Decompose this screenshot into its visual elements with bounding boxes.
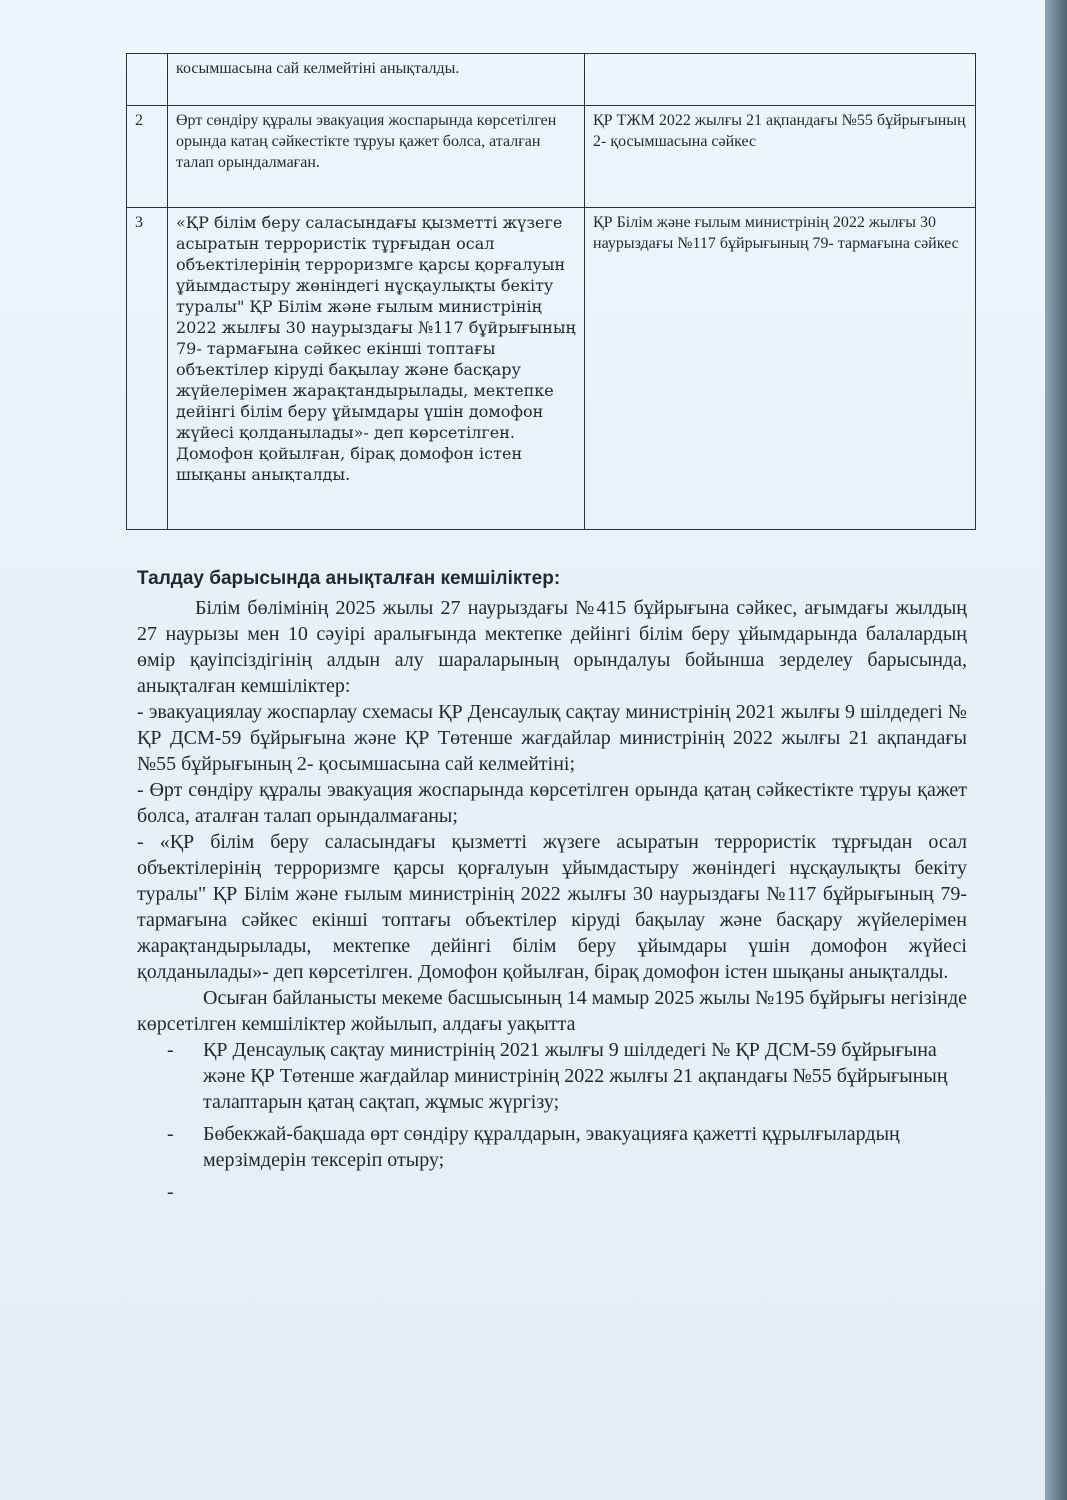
list-item: [137, 1121, 967, 1173]
conclusion-paragraph: Осыған байланысты мекеме басшысының 14 мамыр 2025 жылы №195 бұйрығы негізінде көрсетілген кемшіліктер жойылып, алдағы уақытта: [137, 987, 967, 1035]
finding-item: - эвакуациялау жоспарлау схемасы ҚР Денсаулық сақтау министрінің 2021 жылғы 9 шілдедегі № ҚР ДСМ-59 бұйрығына және ҚР Төтенше жағдайлар министрінің 2022 жылғы 21 ақпандағы №55 бұйрығының 2- қосымшасына сай келмейтіні;: [137, 701, 967, 775]
findings-section: [137, 566, 967, 1203]
legal-basis: ҚР ТЖМ 2022 жылғы 21 ақпандағы №55 бұйрығының 2- қосымшасына сәйкес: [585, 106, 976, 208]
table-row: [127, 106, 976, 208]
section-heading: Талдау барысында анықталған кемшіліктер:: [137, 568, 561, 589]
legal-basis: ҚР Білім және ғылым министрінің 2022 жылғы 30 наурыздағы №117 бұйрығының 79- тармағына сәйкес: [585, 208, 976, 530]
finding-item: - «ҚР білім беру саласындағы қызметті жүзеге асыратын террористік тұрғыдан осал объектілерінің терроризмге қарсы қорғалуын ұйымдастыру жөніндегі нұсқаулықты бекіту туралы" ҚР Білім және ғылым министрінің 2022 жылғы 30 наурыздағы №117 бұйрығының 79- тармағына сәйкес екінші топтағы объектілер кіруді бақылау және басқару жүйелерімен жарақтандырылады, мектепке дейінгі білім беру ұйымдары үшін домофон жүйесі қолданылады»- деп көрсетілген. Домофон қойылған, бірақ домофон істен шықаны анықталды.: [137, 831, 967, 983]
bullet-dash: -: [167, 1039, 174, 1061]
page-edge: [1045, 0, 1067, 1500]
finding-description: «ҚР білім беру саласындағы қызметті жүзеге асыратын террористік тұрғыдан осал объектілерінің терроризмге қарсы қорғалуын ұйымдастыру жөніндегі нұсқаулықты бекіту туралы" ҚР Білім және ғылым министрінің 2022 жылғы 30 наурыздағы №117 бұйрығының 79- тармағына сәйкес екінші топтағы объектілер кіруді бақылау және басқару жүйелерімен жарақтандырылады, мектепке дейінгі білім беру ұйымдары үшін домофон жүйесі қолданылады»- деп көрсетілген. Домофон қойылған, бірақ домофон істен шықаны анықталды.: [168, 208, 585, 530]
list-item: [137, 1037, 967, 1115]
row-number: [127, 54, 168, 106]
table-row: [127, 208, 976, 530]
finding-description: Өрт сөндіру құралы эвакуация жоспарында көрсетілген орында катаң сәйкестікте тұруы қажет болса, аталған талап орындалмаған.: [168, 106, 585, 208]
action-list: [137, 1037, 967, 1203]
finding-description: косымшасына сай келмейтіні анықталды.: [168, 54, 585, 106]
bullet-dash: -: [167, 1181, 174, 1203]
row-number: 3: [127, 208, 168, 530]
intro-paragraph: Білім бөлімінің 2025 жылы 27 наурыздағы №415 бұйрығына сәйкес, ағымдағы жылдың 27 наурызы мен 10 сәуірі аралығында мектепке дейінгі білім беру ұйымдарында балалардың өмір қауіпсіздігінің алдын алу шараларының орындалуы бойынша зерделеу барысында, анықталған кемшіліктер:: [137, 597, 967, 697]
row-number: 2: [127, 106, 168, 208]
finding-item: - Өрт сөндіру құралы эвакуация жоспарында көрсетілген орында қатаң сәйкестікте тұруы қажет болса, аталған талап орындалмағаны;: [137, 779, 967, 827]
findings-table: [126, 53, 976, 530]
bullet-dash: -: [167, 1123, 174, 1145]
list-item-text: ҚР Денсаулық сақтау министрінің 2021 жылғы 9 шілдедегі № ҚР ДСМ-59 бұйрығына және ҚР Төтенше жағдайлар министрінің 2022 жылғы 21 ақпандағы №55 бұйрығының талаптарын қатаң сақтап, жұмыс жүргізу;: [203, 1039, 948, 1113]
list-item-text: Бөбекжай-бақшада өрт сөндіру құралдарын, эвакуацияға қажетті құрылғылардың мерзімдерін тексеріп отыру;: [203, 1123, 900, 1171]
table-row: [127, 54, 976, 106]
legal-basis: [585, 54, 976, 106]
